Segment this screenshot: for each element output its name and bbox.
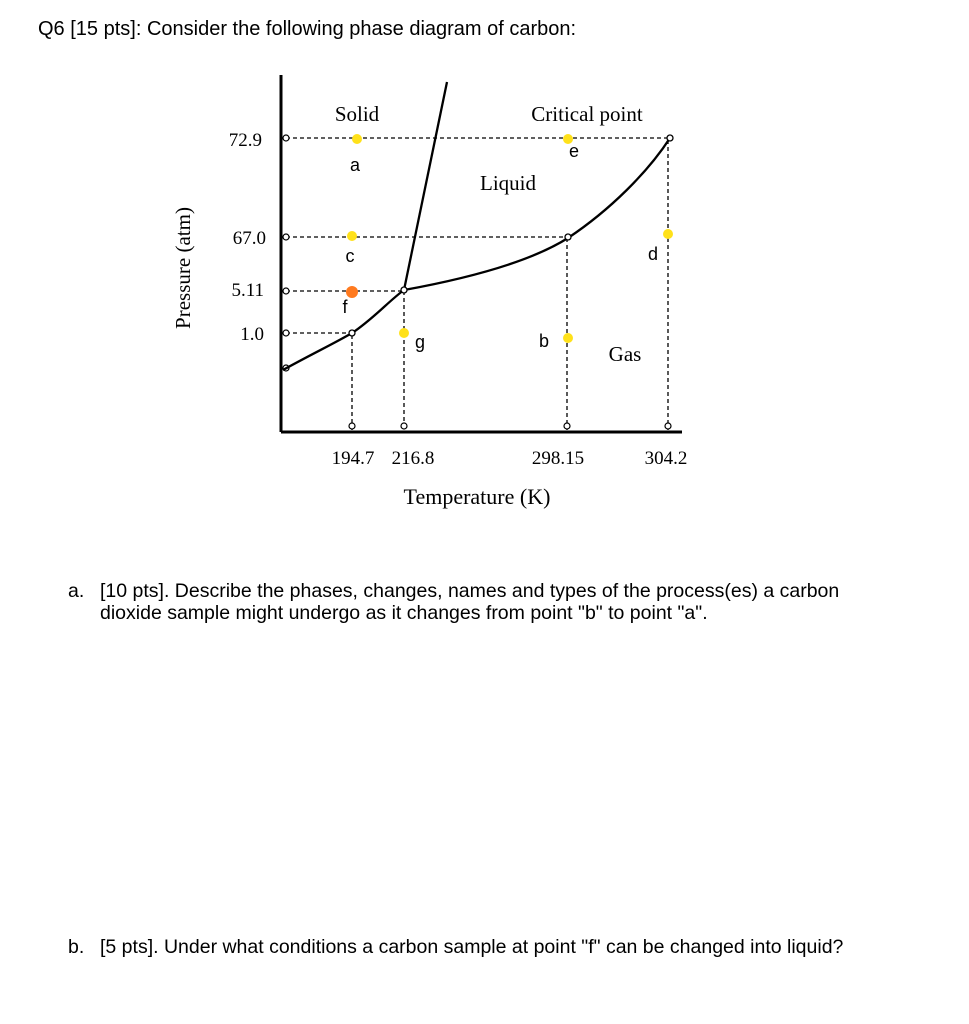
critical-point-label: Critical point bbox=[531, 102, 643, 126]
point-b-marker bbox=[563, 333, 573, 343]
tick-marker bbox=[283, 234, 289, 240]
y-tick-label: 67.0 bbox=[232, 228, 266, 249]
tick-marker bbox=[283, 135, 289, 141]
region-liquid-label: Liquid bbox=[480, 171, 536, 195]
y-tick-label: 5.11 bbox=[231, 280, 264, 301]
point-a-marker bbox=[352, 134, 362, 144]
y-axis-title: Pressure (atm) bbox=[171, 207, 195, 329]
point-a-label: a bbox=[349, 155, 361, 175]
question-title: Q6 [15 pts]: Consider the following phase diagram of carbon: bbox=[38, 18, 577, 40]
part-b-label: b. bbox=[68, 936, 85, 958]
point-c-label: c bbox=[345, 246, 355, 266]
tick-marker bbox=[283, 288, 289, 294]
tick-marker bbox=[349, 423, 355, 429]
region-labels bbox=[335, 102, 643, 366]
point-f-label: f bbox=[342, 297, 348, 317]
region-solid-label: Solid bbox=[334, 102, 380, 126]
critical-point-marker bbox=[667, 135, 673, 141]
curve-points bbox=[349, 135, 673, 336]
point-g-marker bbox=[399, 328, 409, 338]
x-tick-labels bbox=[332, 448, 688, 469]
x-tick-label: 298.15 bbox=[531, 448, 585, 469]
y-tick-labels bbox=[229, 130, 266, 345]
tick-marker bbox=[564, 423, 570, 429]
part-b-text: [5 pts]. Under what conditions a carbon sample at point "f" can be changed into liquid? bbox=[100, 936, 844, 958]
x-axis-title: Temperature (K) bbox=[403, 484, 551, 509]
point-e-label: e bbox=[568, 141, 580, 161]
phase-diagram-svg bbox=[150, 60, 710, 530]
tick-marker bbox=[283, 330, 289, 336]
tick-marker bbox=[401, 423, 407, 429]
point-b-label: b bbox=[538, 331, 550, 351]
phase-diagram bbox=[150, 60, 710, 530]
x-tick-label: 304.2 bbox=[644, 448, 688, 469]
point-d-label: d bbox=[647, 244, 659, 264]
vaporization-curve bbox=[404, 138, 670, 290]
melting-curve bbox=[404, 82, 447, 290]
tick-markers bbox=[283, 135, 671, 429]
tick-marker bbox=[665, 423, 671, 429]
point-f-marker bbox=[346, 286, 358, 298]
part-a-text: [10 pts]. Describe the phases, changes, names and types of the process(es) a carbon dioxide sample might undergo as it changes from point "b" to point "a". bbox=[100, 580, 840, 624]
part-a-label: a. bbox=[68, 580, 85, 602]
point-c-marker bbox=[347, 231, 357, 241]
triple-point bbox=[401, 287, 407, 293]
point-g-label: g bbox=[414, 332, 426, 352]
point-d-marker bbox=[663, 229, 673, 239]
y-tick-label: 1.0 bbox=[240, 324, 264, 345]
part-a bbox=[68, 580, 890, 624]
region-gas-label: Gas bbox=[608, 342, 642, 366]
lettered-markers bbox=[346, 134, 673, 343]
x-tick-label: 216.8 bbox=[391, 448, 435, 469]
triple-1atm-point bbox=[349, 330, 355, 336]
part-b bbox=[68, 936, 890, 958]
guide-lines bbox=[286, 138, 670, 430]
x-tick-label: 194.7 bbox=[331, 448, 375, 469]
y-tick-label: 72.9 bbox=[228, 130, 262, 151]
vapor-point-67atm bbox=[565, 234, 571, 240]
